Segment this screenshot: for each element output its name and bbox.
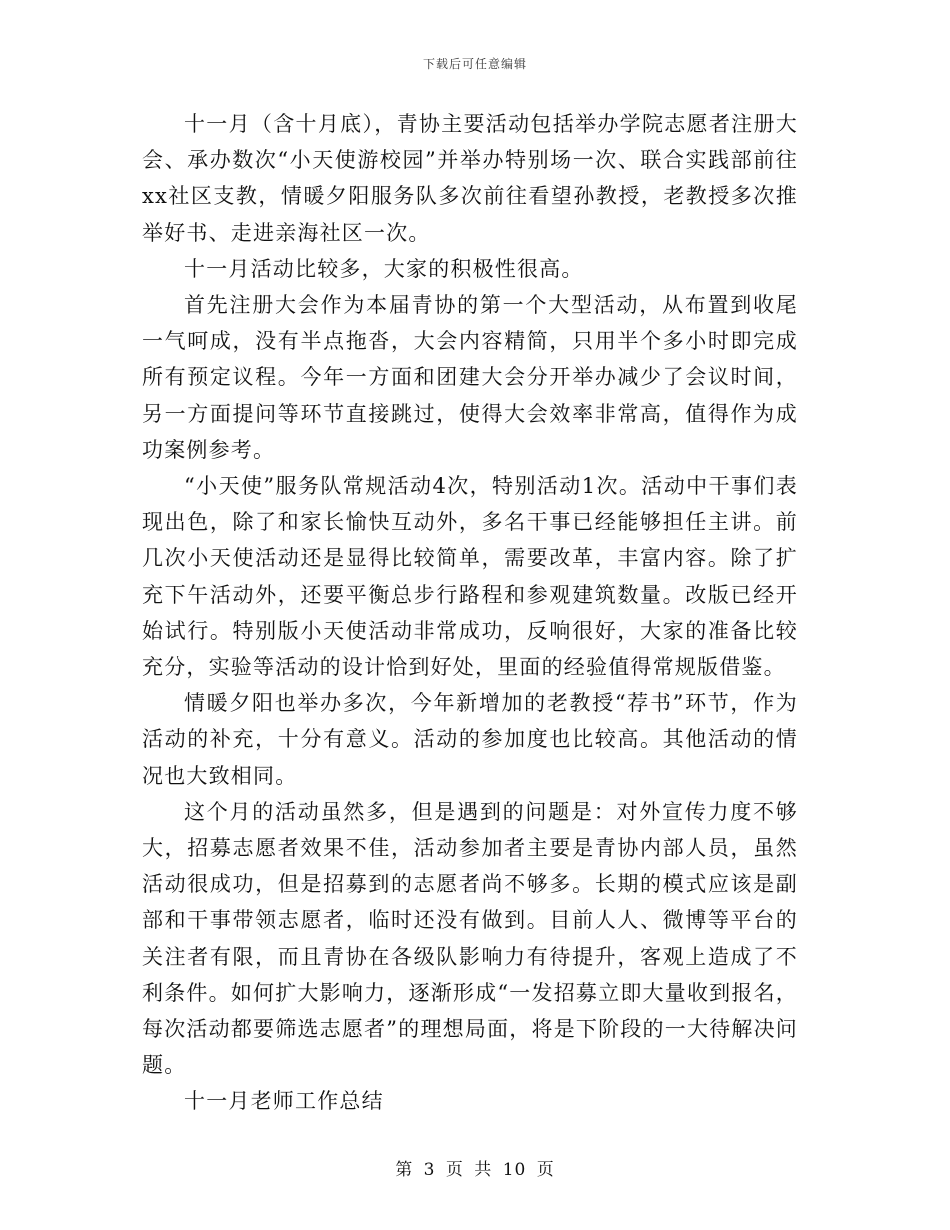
document-body	[142, 106, 798, 1120]
page-header: 下载后可任意编辑	[422, 57, 527, 71]
paragraph-activities-overview: 十一月（含十月底），青协主要活动包括举办学院志愿者注册大会、承办数次“小天使游校园”并举办特别场一次、联合实践部前往xx社区支教，情暖夕阳服务队多次前往看望孙教授，老教授多次推举好书、走进亲海社区一次。	[142, 112, 798, 245]
page-number: 第 3 页 共 10 页	[395, 1160, 555, 1180]
paragraph-enthusiasm: 十一月活动比较多，大家的积极性很高。	[184, 256, 584, 281]
paragraph-problems: 这个月的活动虽然多，但是遇到的问题是：对外宣传力度不够大，招募志愿者效果不佳，活动参加者主要是青协内部人员，虽然活动很成功，但是招募到的志愿者尚不够多。长期的模式应该是副部和干事带领志愿者，临时还没有做到。目前人人、微博等平台的关注者有限，而且青协在各级队影响力有待提升，客观上造成了不利条件。如何扩大影响力，逐渐形成“一发招募立即大量收到报名，每次活动都要筛选志愿者”的理想局面，将是下阶段的一大待解决问题。	[142, 799, 798, 1078]
paragraph-warm-sunset: 情暖夕阳也举办多次，今年新增加的老教授“荐书”环节，作为活动的补充，十分有意义。活动的参加度也比较高。其他活动的情况也大致相同。	[142, 691, 798, 788]
paragraph-registration-meeting: 首先注册大会作为本届青协的第一个大型活动，从布置到收尾一气呵成，没有半点拖沓，大会内容精简，只用半个多小时即完成所有预定议程。今年一方面和团建大会分开举办减少了会议时间，另一方面提问等环节直接跳过，使得大会效率非常高，值得作为成功案例参考。	[142, 293, 798, 462]
paragraph-little-angel: “小天使”服务队常规活动4次，特别活动1次。活动中干事们表现出色，除了和家长愉快互动外，多名干事已经能够担任主讲。前几次小天使活动还是显得比较简单，需要改革，丰富内容。除了扩充下午活动外，还要平衡总步行路程和参观建筑数量。改版已经开始试行。特别版小天使活动非常成功，反响很好，大家的准备比较充分，实验等活动的设计恰到好处，里面的经验值得常规版借鉴。	[142, 474, 798, 680]
section-heading: 十一月老师工作总结	[184, 1089, 384, 1114]
